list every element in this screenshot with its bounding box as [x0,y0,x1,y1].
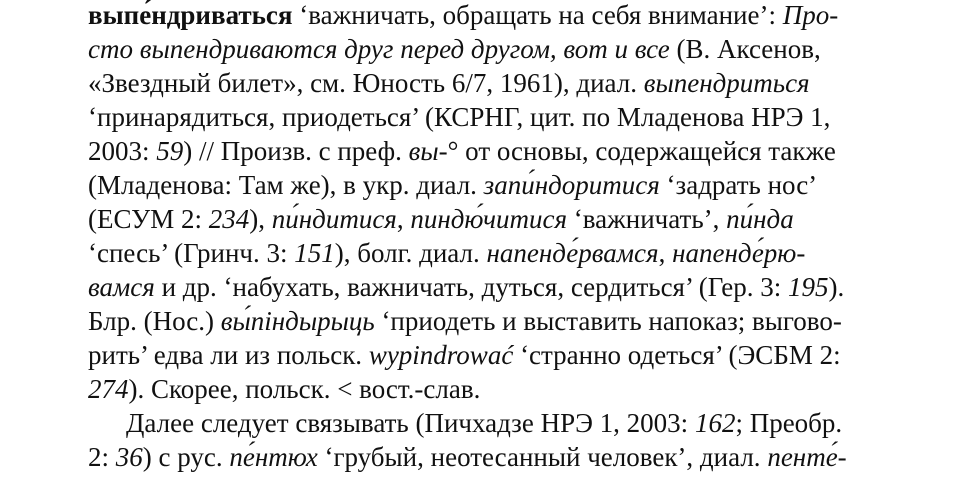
italic-text: пенте́- [767,442,847,472]
text-run: (В. Аксенов, [669,34,821,64]
italic-text: 36 [115,442,143,472]
text-run: ‘важничать’, [567,204,727,234]
text-run: ‘приодеть и выставить напоказ; выгово- [374,306,842,336]
italic-text: вамся [88,272,155,302]
text-run: ). Скорее, польск. < вост.-слав. [128,374,481,404]
text-run: ‘задрать нос’ [659,170,818,200]
italic-text: Про- [782,0,839,30]
entry-line [88,138,836,172]
text-run: ‘странно одеться’ (ЭСБМ 2: [513,340,841,370]
italic-text: 274 [88,374,129,404]
italic-text: вы́піндырыць [220,306,375,336]
italic-text: напенде́рю- [672,238,806,268]
italic-text: выпендриться [643,68,810,98]
entry-line [88,172,817,206]
entry-line [88,104,830,138]
text-run: рить’ едва ли из польск. [88,340,369,370]
text-run: , [658,238,673,268]
entry-line [88,274,844,308]
italic-text: пиндю́читися [410,204,568,234]
text-run: (Младенова: Там же), в укр. диал. [88,170,484,200]
text-run: ° от основы, содержащейся также [447,136,836,166]
text-run: 2003: [88,136,157,166]
italic-text: 234 [208,204,250,234]
italic-text: сто выпендриваются друг перед другом, вот и все [88,34,670,64]
text-run: ), [249,204,272,234]
text-run: и др. ‘набухать, важничать, дуться, сердиться’ (Гер. 3: [154,272,788,302]
entry-line [88,206,794,240]
italic-text: пи́нда [726,204,794,234]
paragraph-line [126,410,842,444]
text-run: ). [828,272,845,302]
entry-line [88,342,841,376]
italic-text: напенде́рвамся [486,238,659,268]
italic-text: пе́нтюх [229,442,318,472]
text-run: 2: [88,442,116,472]
italic-text: 195 [788,272,829,302]
entry-line [88,308,842,342]
text-run: , [396,204,411,234]
italic-text: пи́ндитися [271,204,397,234]
italic-text: 151 [294,238,335,268]
entry-line [88,70,810,104]
italic-text: вы- [408,136,448,166]
italic-text: wypindrować [368,340,514,370]
headword: выпе́ндриваться [88,0,293,30]
entry-line [88,240,805,274]
text-run: Далее следует связывать (Пичхадзе НРЭ 1, 2003: [126,408,695,438]
text-run: ; Преобр. [735,408,843,438]
text-run: ‘принарядиться, приодеться’ (КСРНГ, цит. по Младенова НРЭ 1, [88,102,831,132]
text-run: Блр. (Нос.) [88,306,221,336]
text-run: «Звездный билет», см. Юность 6/7, 1961), диал. [88,68,644,98]
paragraph-line [88,444,847,478]
text-run: ‘спесь’ (Гринч. 3: [88,238,295,268]
italic-text: 162 [694,408,736,438]
text-run: ‘грубый, неотесанный человек’, диал. [317,442,768,472]
text-run: (ЕСУМ 2: [88,204,209,234]
text-run: ‘важничать, обращать на себя внимание’: [292,0,783,30]
entry-line [88,36,821,70]
italic-text: 59 [156,136,184,166]
text-run: ), болг. диал. [334,238,487,268]
entry-line [88,2,838,36]
text-run: ) // Произв. с преф. [183,136,409,166]
text-run: ) с рус. [142,442,230,472]
italic-text: запи́ндоритися [483,170,660,200]
entry-line [88,376,480,410]
